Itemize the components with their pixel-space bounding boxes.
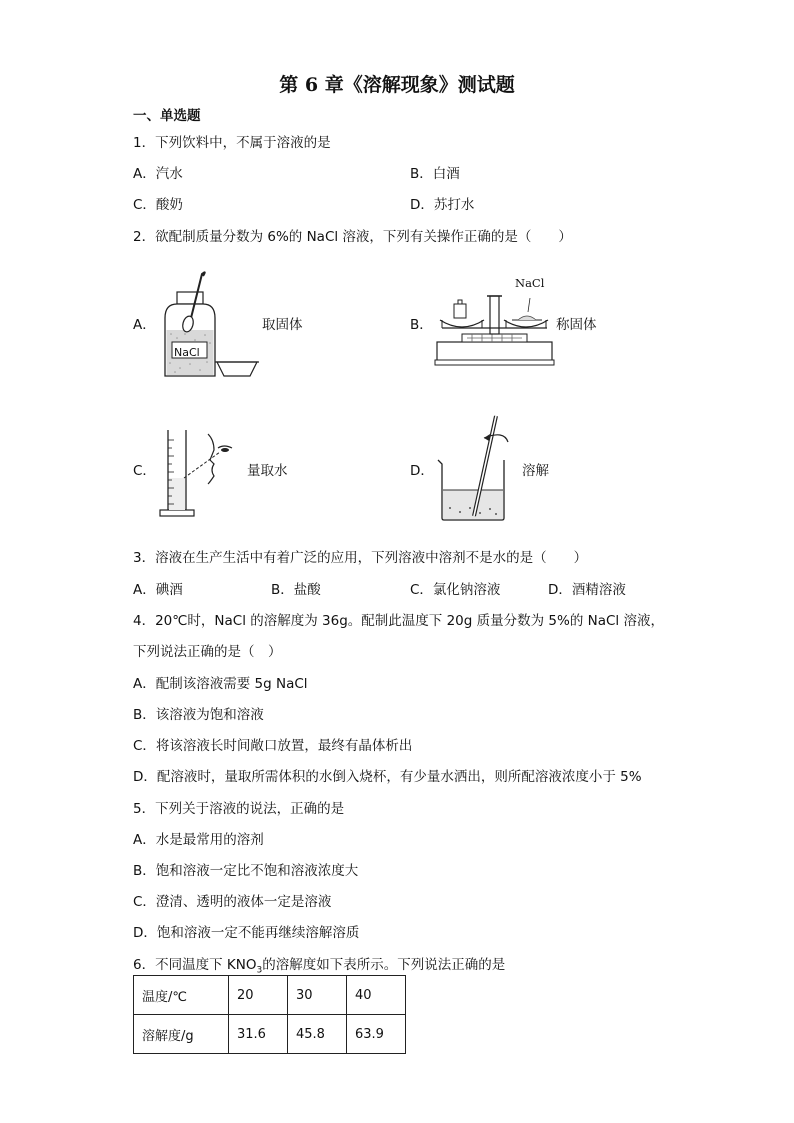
table-header-solubility: 溶解度/g <box>134 1015 229 1054</box>
q2-option-a-caption: 取固体 <box>262 317 303 333</box>
solubility-table <box>133 975 406 1054</box>
q5-option-a[interactable]: A．水是最常用的溶剂 <box>133 832 264 848</box>
q2-figure-a-label-text: NaCl <box>174 346 200 359</box>
q4-option-b[interactable]: B．该溶液为饱和溶液 <box>133 707 264 723</box>
q3-option-b[interactable]: B．盐酸 <box>271 582 321 598</box>
table-cell: 45.8 <box>288 1015 347 1054</box>
q2-figure-a-bottle <box>155 268 265 383</box>
q2-stem: 2．欲配制质量分数为 6%的 NaCl 溶液，下列有关操作正确的是（ ） <box>133 229 572 245</box>
q1-option-c[interactable]: C．酸奶 <box>133 197 183 213</box>
q2-option-b-caption: 称固体 <box>556 317 597 333</box>
table-cell: 20 <box>229 976 288 1015</box>
q2-figure-c-cylinder <box>158 428 248 520</box>
q2-option-c-caption: 量取水 <box>247 463 288 479</box>
q4-option-c[interactable]: C．将该溶液长时间敞口放置，最终有晶体析出 <box>133 738 413 754</box>
q3-option-a[interactable]: A．碘酒 <box>133 582 183 598</box>
page-title: 第 6 章《溶解现象》测试题 <box>279 74 515 96</box>
table-cell: 31.6 <box>229 1015 288 1054</box>
q5-option-b[interactable]: B．饱和溶液一定比不饱和溶液浓度大 <box>133 863 359 879</box>
q1-option-b[interactable]: B．白酒 <box>410 166 460 182</box>
q6-stem-post: 的溶解度如下表所示。下列说法正确的是 <box>262 957 506 973</box>
table-header-temperature: 温度/℃ <box>134 976 229 1015</box>
table-row <box>134 976 406 1015</box>
table-row <box>134 1015 406 1054</box>
q4-option-a[interactable]: A．配制该溶液需要 5g NaCl <box>133 676 308 692</box>
q2-option-a-label[interactable]: A． <box>133 317 156 333</box>
q1-option-d[interactable]: D．苏打水 <box>410 197 475 213</box>
q1-option-a[interactable]: A．汽水 <box>133 166 183 182</box>
q6-stem-pre: 6．不同温度下 KNO <box>133 957 257 973</box>
q4-stem-line1: 4．20℃时，NaCl 的溶解度为 36g。配制此温度下 20g 质量分数为 5%的 NaCl 溶液， <box>133 613 664 629</box>
q2-option-d-caption: 溶解 <box>522 463 549 479</box>
q5-option-c[interactable]: C．澄清、透明的液体一定是溶液 <box>133 894 332 910</box>
q6-stem <box>133 953 505 976</box>
q5-stem: 5．下列关于溶液的说法，正确的是 <box>133 801 345 817</box>
q3-option-d[interactable]: D．酒精溶液 <box>548 582 626 598</box>
table-cell: 63.9 <box>347 1015 406 1054</box>
q6-stem-subscript: 3 <box>256 965 263 976</box>
q2-option-c-label[interactable]: C． <box>133 463 156 479</box>
q1-stem: 1．下列饮料中，不属于溶液的是 <box>133 135 331 151</box>
q2-option-d-label[interactable]: D． <box>410 463 434 479</box>
q2-figure-d-beaker <box>436 412 516 524</box>
q2-figure-b-pan-text: NaCl <box>515 276 545 290</box>
q4-option-d[interactable]: D．配溶液时，量取所需体积的水倒入烧杯，有少量水洒出，则所配溶液浓度小于 5% <box>133 769 642 785</box>
section-heading: 一、单选题 <box>133 108 201 124</box>
table-cell: 30 <box>288 976 347 1015</box>
q5-option-d[interactable]: D．饱和溶液一定不能再继续溶解溶质 <box>133 925 360 941</box>
q2-option-b-label[interactable]: B． <box>410 317 433 333</box>
q3-stem: 3．溶液在生产生活中有着广泛的应用，下列溶液中溶剂不是水的是（ ） <box>133 550 588 566</box>
table-cell: 40 <box>347 976 406 1015</box>
q4-stem-line2: 下列说法正确的是（ ） <box>133 644 282 660</box>
q2-figure-b-balance <box>432 290 557 368</box>
q3-option-c[interactable]: C．氯化钠溶液 <box>410 582 501 598</box>
